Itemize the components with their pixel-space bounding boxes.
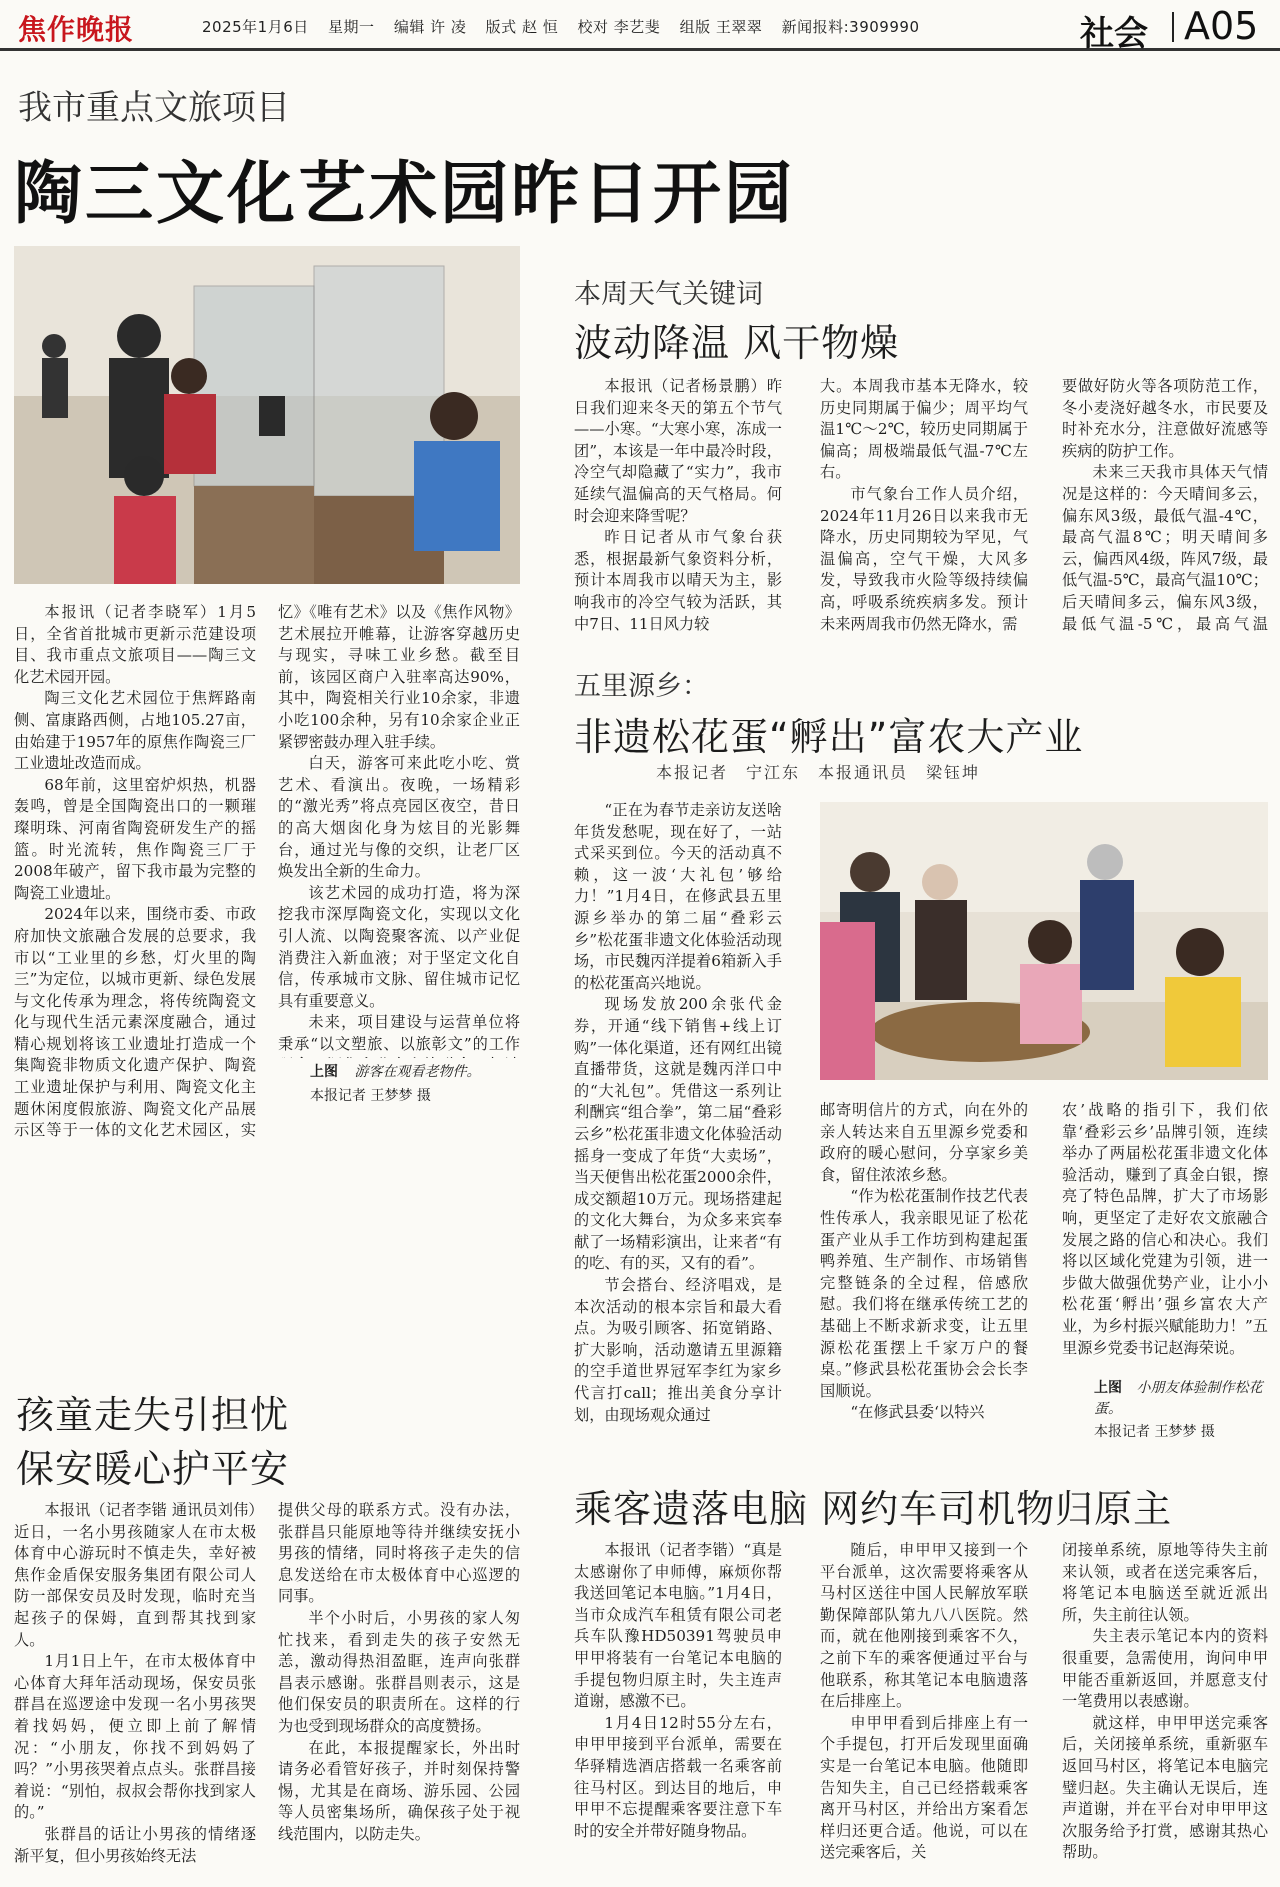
art3-caption (1094, 1378, 1268, 1420)
header-meta (202, 16, 933, 37)
art4-p6: 在此，本报提醒家长，外出时请务必看管好孩子，并时刻保持警惕，尤其是在商场、游乐园、公园等人员密集场所，确保孩子处于视线范围内，以防走失。 (278, 1738, 520, 1843)
group-credit: 组版 王翠翠 (679, 18, 763, 36)
art2-column-2 (820, 376, 1028, 638)
editor-credit: 编辑 许 凌 (393, 18, 467, 36)
art2-column-1 (574, 376, 782, 638)
art5-p3: 随后，申甲甲又接到一个平台派单，这次需要将乘客从马村区送往中国人民解放军联勤保障部队第九八八医院。然而，就在他刚接到乘客不久，之前下车的乘客便通过平台与他联系，称其笔记本电脑遗落在后排座上。 (820, 1541, 1028, 1711)
exhibition-photo-illustration (14, 246, 520, 584)
art3-p7: 农’战略的指引下，我们依靠‘叠彩云乡’品牌引领，连续举办了两届松花蛋非遗文化体验活动，赚到了真金白银，擦亮了特色品牌，扩大了市场影响，更坚定了走好农文旅融合发展之路的信心和决心。我们将以区域化党建为引领，进一步做大做强优势产业，让小小松花蛋‘孵出’强乡富农大产业，为乡村振兴赋能助力！”五里源乡党委书记赵海荣说。 (1062, 1101, 1268, 1357)
art3-column-3 (1062, 1100, 1268, 1374)
art2-column-3 (1062, 376, 1268, 638)
issue-weekday: 星期一 (328, 18, 375, 36)
art2-kicker: 本周天气关键词 (574, 279, 763, 310)
issue-date: 2025年1月6日 (202, 18, 309, 36)
art2-headline: 波动降温 风干物燥 (574, 321, 900, 365)
art5-column-2 (820, 1540, 1028, 1878)
art2-p4: 市气象台工作人员介绍，2024年11月26日以来我市无降水，历史同期较为罕见，气温偏高，空气干燥，大风多发，导致我市火险等级持续偏高，呼吸系统疾病多发。预计未来两周我市仍然无降水，需 (820, 484, 1028, 633)
art1-p7: 白天，游客可来此吃小吃、赏艺术、看演出。夜晚，一场精彩的“激光秀”将点亮园区夜空，昔日的高大烟囱化身为炫目的光影舞台，通过光与像的交织，让老厂区焕发出全新的生命力。 (278, 754, 520, 881)
art4-p5: 半个小时后，小男孩的家人匆忙找来，看到走失的孩子安然无恙，激动得热泪盈眶，连声向张群昌表示感谢。张群昌则表示，这是他们保安员的职责所在。这样的行为也受到现场群众的高度赞扬。 (278, 1608, 520, 1735)
masthead-logo: 焦作晚报 (18, 13, 135, 46)
art3-p2: 现场发放200余张代金券，开通“线下销售+线上订购”一体化渠道，还有网红出镜直播带货，这就是魏丙洋口中的“大礼包”。凭借这一系列让利酬宾“组合拳”，第二届“叠彩云乡”松花蛋非遗文化体验活动摇身一变成了年货“大卖场”，当天便售出松花蛋2000余件，成交额超10万元。现场搭建起的文化大舞台，为众多来宾奉献了一场精彩演出，让来者“有的吃、有的买，又有的看”。 (574, 995, 782, 1273)
art1-column-1 (14, 602, 256, 1142)
art1-p4: 2024年以来，围绕市委、市政府加快文旅融合发展的总要求，我市以“工业里的乡愁，灯火里的陶三”为定位，以城市更新、绿色发展与文化传承为理念，将传统陶瓷文化与现代生活元素深度融合，通过精心规划将该工业遗址打造成一个集陶瓷非物质文化遗产保护、陶瓷工业遗址保护与利用、陶瓷文化主题休闲度假旅游、陶瓷文化产品展示区等于一体的文化艺术园区，实 (14, 905, 256, 1140)
art3-p6: “在修武县委‘以特兴 (850, 1403, 985, 1422)
art5-p5: 闭接单系统，原地等待失主前来认领，或者在送完乘客后，将笔记本电脑送至就近派出所，失主前往认领。 (1062, 1541, 1268, 1624)
art2-p3: 大。本周我市基本无降水，较历史同期属于偏少；周平均气温1℃～2℃，较历史同期属于偏高；周极端最低气温-7℃左右。 (820, 377, 1028, 482)
page-number: A05 (1184, 4, 1259, 48)
art1-p1: 本报讯（记者李晓军）1月5日，全省首批城市更新示范建设项目、我市重点文旅项目——陶三文化艺术园开园。 (14, 603, 256, 686)
art3-caption-text: 小朋友体验制作松花蛋。 (1094, 1380, 1263, 1417)
art1-photo-credit: 本报记者 王梦梦 摄 (310, 1088, 431, 1104)
art2-p6: 未来三天我市具体天气情况是这样的：今天晴间多云，偏东风3级，最低气温-4℃，最高气温8℃；明天晴间多云，偏西风4级，阵风7级，最低气温-5℃，最高气温10℃；后天晴间多云，偏东风3级，最低气温-5℃，最高气温 (1062, 463, 1268, 633)
art3-p3: 节会搭台、经济唱戏，是本次活动的根本宗旨和最大看点。为吸引顾客、拓宽销路、扩大影响，活动邀请五里源籍的空手道世界冠军李红为家乡代言打call；推出美食分享计划，由现场观众通过 (574, 1276, 782, 1424)
art5-p1: 本报讯（记者李锴）“真是太感谢你了申师傅，麻烦你帮我送回笔记本电脑。”1月4日，当市众成汽车租赁有限公司老兵车队豫HD50391驾驶员申甲甲将装有一台笔记本电脑的手提包物归原主时，失主连声道谢，感激不已。 (574, 1541, 782, 1711)
art2-p1: 本报讯（记者杨景鹏）昨日我们迎来冬天的第五个节气——小寒。“大寒小寒，冻成一团”，本该是一年中最冷时段，冷空气却隐藏了“实力”，我市延续气温偏高的天气格局。何时会迎来降雪呢？ (574, 377, 782, 525)
section-divider (1172, 12, 1174, 42)
proof-credit: 校对 李艺斐 (577, 18, 661, 36)
art3-caption-label: 上图 (1094, 1380, 1122, 1396)
art1-caption-text: 游客在观看老物件。 (354, 1064, 481, 1080)
layout-credit: 版式 赵 恒 (485, 18, 559, 36)
art1-p2: 陶三文化艺术园位于焦辉路南侧、富康路西侧，占地105.27亩，由始建于1957年的原焦作陶瓷三厂工业遗址改造而成。 (14, 689, 256, 773)
art3-column-2 (820, 1100, 1028, 1428)
art5-p2: 1月4日12时55分左右，申甲甲接到平台派单，需要在华驿精选酒店搭载一名乘客前往马村区。到达目的地后，申甲甲不忘提醒乘客要注意下车时的安全并带好随身物品。 (574, 1713, 782, 1840)
art4-p2: 1月1日上午，在市太极体育中心体育大拜年活动现场，保安员张群昌在巡逻途中发现一名小男孩哭着找妈妈，便立即上前了解情况：“小朋友，你找不到妈妈了吗？”小男孩哭着点点头。张群昌接着说：“别怕，叔叔会帮你找到家人的。” (14, 1652, 256, 1822)
art5-p7: 就这样，申甲甲送完乘客后，关闭接单系统，重新驱车返回马村区，将笔记本电脑完璧归赵。失主确认无误后，连声道谢，并在平台对申甲甲这次服务给予打赏，感谢其热心帮助。 (1062, 1713, 1268, 1862)
art5-p6: 失主表示笔记本内的资料很重要，急需使用，询问申甲甲能否重新返回，并愿意支付一笔费用以表感谢。 (1062, 1627, 1268, 1711)
art3-kicker: 五里源乡： (574, 671, 709, 702)
section-name: 社会 (1080, 14, 1148, 54)
art1-p9: 未来，项目建设与运营单位将秉承“以文塑旅、以旅彰文”的工作 (278, 1013, 520, 1053)
art3-p1: “正在为春节走亲访友送啥年货发愁呢，现在好了，一站式采买到位。今天的活动真不赖，这一波‘大礼包’够给力！”1月4日，在修武县五里源乡举办的第二届“叠彩云乡”松花蛋非遗文化体验活动现场，市民魏丙洋提着6箱新入手的松花蛋高兴地说。 (574, 801, 782, 992)
art4-p3: 张群昌的话让小男孩的情绪逐渐平复，但小男孩始终无法 (14, 1824, 256, 1865)
art1-p3: 68年前，这里窑炉炽热，机器轰鸣，曾是全国陶瓷出口的一颗璀璨明珠、河南省陶瓷研发生产的摇篮。时光流转，焦作陶瓷三厂于2008年破产，留下我市最为完整的陶瓷工业遗址。 (14, 775, 256, 902)
art1-p6: 忆》《唯有艺术》以及《焦作风物》艺术展拉开帷幕，让游客穿越历史与现实，寻味工业乡愁。截至目前，该园区商户入驻率高达90%，其中，陶瓷相关行业10余家，非遗小吃100余种，另有10余家企业正紧锣密鼓办理入驻手续。 (278, 603, 520, 751)
art3-p5: “作为松花蛋制作技艺代表性传承人，我亲眼见证了松花蛋产业从手工作坊到构建起蛋鸭养殖、生产制作、市场销售完整链条的全过程，倍感欣慰。我们将在继承传统工艺的基础上不断求新求变，让五里源松花蛋摆上千家万户的餐桌。”修武县松花蛋协会会长李国顺说。 (820, 1187, 1028, 1400)
art1-kicker: 我市重点文旅项目 (18, 88, 290, 128)
art1-caption-label: 上图 (310, 1064, 338, 1080)
art3-headline: 非遗松花蛋“孵出”富农大产业 (574, 715, 1084, 759)
art5-column-1 (574, 1540, 782, 1878)
art3-column-1 (574, 800, 782, 1428)
news-hotline: 新闻报料:3909990 (781, 18, 920, 36)
art1-photo (14, 246, 520, 584)
art1-p8: 该艺术园的成功打造，将为深挖我市深厚陶瓷文化，实现以文化引人流、以陶瓷聚客流、以产业促消费注入新血液；对于坚定文化自信，传承城市文脉、留住城市记忆具有重要意义。 (278, 883, 520, 1010)
art4-headline-line1: 孩童走失引担忧 (16, 1393, 290, 1437)
art2-p5: 要做好防火等各项防范工作，冬小麦浇好越冬水，市民要及时补充水分，注意做好流感等疾病的防护工作。 (1062, 377, 1268, 460)
art4-p4: 提供父母的联系方式。没有办法，张群昌只能原地等待并继续安抚小男孩的情绪，同时将孩子走失的信息发送给在市太极体育中心巡逻的同事。 (278, 1501, 520, 1606)
art5-p4: 申甲甲看到后排座上有一个手提包，打开后发现里面确实是一台笔记本电脑。他随即告知失主，自己已经搭载乘客离开马村区，并给出方案看怎样归还更合适。他说，可以在送完乘客后，关 (820, 1713, 1028, 1862)
art5-column-3 (1062, 1540, 1268, 1878)
art2-p2: 昨日记者从市气象台获悉，根据最新气象资料分析，预计本周我市以晴天为主，影响我市的冷空气较为活跃，其中7日、11日风力较 (574, 528, 782, 633)
art4-column-2 (278, 1500, 520, 1878)
art1-headline: 陶三文化艺术园昨日开园 (14, 155, 796, 234)
art3-photo-credit: 本报记者 王梦梦 摄 (1094, 1424, 1215, 1440)
art3-byline: 本报记者 宁江东 本报通讯员 梁钰坤 (656, 763, 981, 782)
art4-p1: 本报讯（记者李锴 通讯员刘伟）近日，一名小男孩随家人在市太极体育中心游玩时不慎走失，幸好被焦作金盾保安服务集团有限公司人防一部保安员及时发现，临时充当起孩子的保姆，直到帮其找到家人。 (14, 1501, 256, 1649)
art3-p4: 邮寄明信片的方式，向在外的亲人转达来自五里源乡党委和政府的暖心慰问，分享家乡美食，留住浓浓乡愁。 (820, 1101, 1028, 1184)
art4-column-1 (14, 1500, 256, 1878)
craft-photo-illustration (820, 802, 1268, 1080)
art3-photo (820, 802, 1268, 1080)
art4-headline-line2: 保安暖心护平安 (16, 1447, 290, 1491)
art5-headline: 乘客遗落电脑 网约车司机物归原主 (574, 1487, 1173, 1531)
art1-column-2 (278, 602, 520, 1058)
art1-caption (310, 1062, 520, 1083)
